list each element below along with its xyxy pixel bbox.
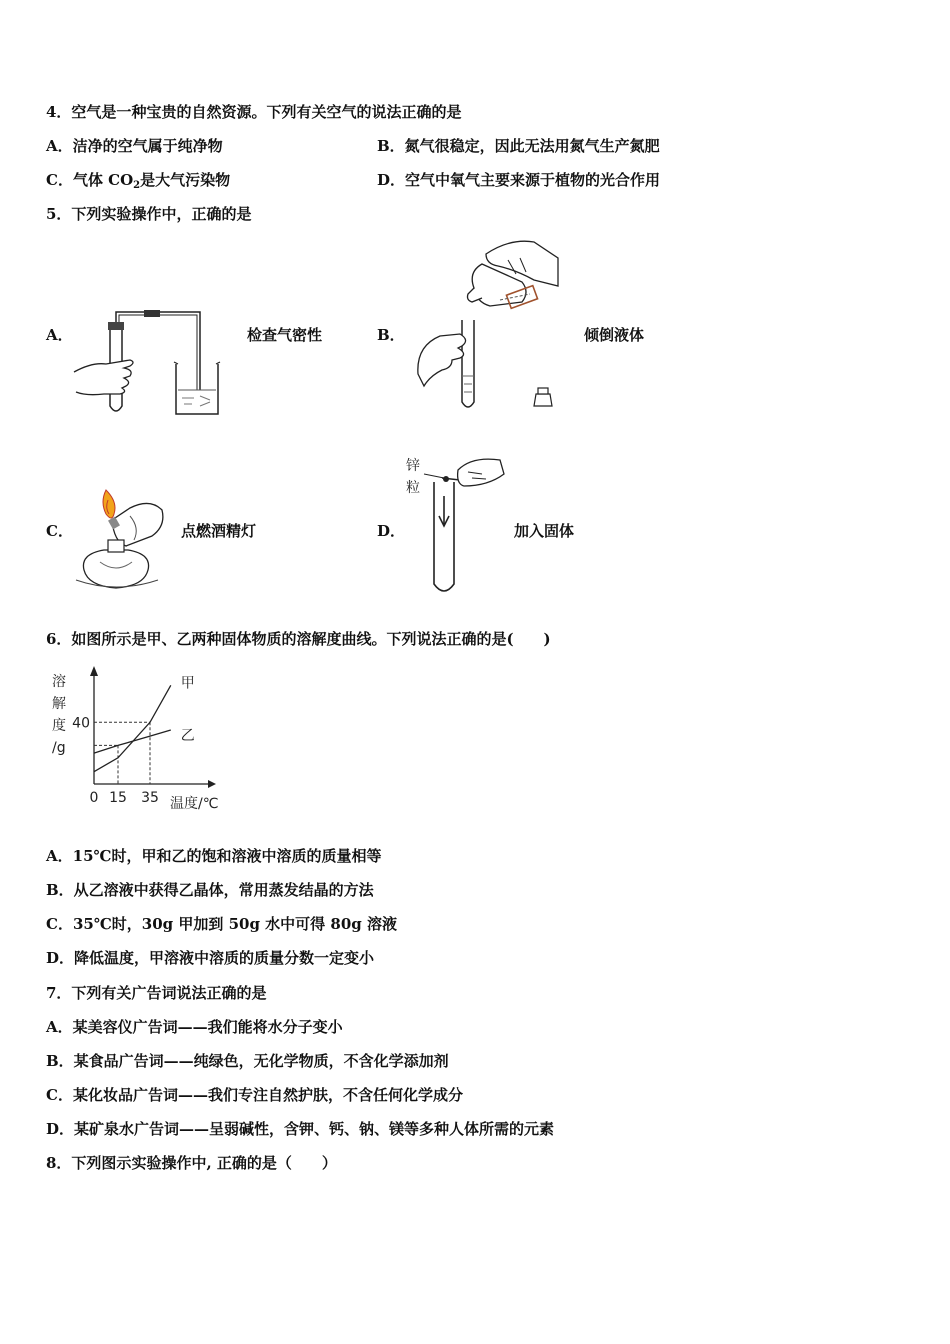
light-alcohol-lamp-figure bbox=[70, 488, 176, 598]
solubility-curve-chart bbox=[44, 664, 224, 816]
y-axis-arrow bbox=[90, 666, 98, 676]
q4-option-d: D．空气中氧气主要来源于植物的光合作用 bbox=[377, 171, 661, 189]
series-label-1: 乙 bbox=[180, 728, 195, 744]
q6-option-b: B．从乙溶液中获得乙晶体，常用蒸发结晶的方法 bbox=[46, 881, 374, 899]
q7-option-a: A．某美容仪广告词——我们能将水分子变小 bbox=[46, 1018, 343, 1036]
q6-option-d: D．降低温度，甲溶液中溶质的质量分数一定变小 bbox=[46, 949, 375, 967]
x-tick-label-35: 35 bbox=[141, 790, 159, 806]
q4-option-c-subscript: 2 bbox=[133, 180, 141, 191]
q5-option-d-text: 加入固体 bbox=[514, 522, 575, 540]
y-axis-label-char-1: 解 bbox=[52, 696, 66, 712]
q7-option-d: D．某矿泉水广告词——呈弱碱性，含钾、钙、钠、镁等多种人体所需的元素 bbox=[46, 1120, 555, 1138]
y-tick-label-40: 40 bbox=[72, 715, 90, 732]
q4-option-a: A．洁净的空气属于纯净物 bbox=[46, 137, 223, 155]
q4-option-c-post: 是大气污染物 bbox=[140, 171, 231, 189]
q5-option-a-letter: A． bbox=[46, 326, 73, 344]
q4-option-c-pre: C．气体 CO bbox=[46, 171, 134, 189]
q5-option-b-letter: B． bbox=[377, 326, 405, 344]
q7-option-c: C．某化妆品广告词——我们专注自然护肤，不含任何化学成分 bbox=[46, 1086, 463, 1104]
q5-option-b-text: 倾倒液体 bbox=[584, 326, 645, 344]
y-axis-label-char-3: /g bbox=[52, 740, 66, 756]
x-axis-arrow bbox=[208, 780, 216, 788]
q5-option-d-letter: D． bbox=[377, 522, 406, 540]
series-label-0: 甲 bbox=[180, 675, 195, 692]
x-tick-label-15: 15 bbox=[109, 790, 127, 806]
q7-stem: 7．下列有关广告词说法正确的是 bbox=[46, 984, 267, 1002]
q5-stem: 5．下列实验操作中，正确的是 bbox=[46, 205, 252, 223]
q5-option-c-text: 点燃酒精灯 bbox=[181, 522, 257, 540]
series-line-1 bbox=[94, 730, 171, 753]
q4-stem: 4．空气是一种宝贵的自然资源。下列有关空气的说法正确的是 bbox=[46, 103, 462, 121]
y-axis-label-char-2: 度 bbox=[52, 718, 66, 734]
q8-stem: 8．下列图示实验操作中, 正确的是（ ） bbox=[46, 1154, 337, 1172]
x-tick-label-0: 0 bbox=[89, 790, 99, 806]
q6-option-c: C．35℃时，30g 甲加到 50g 水中可得 80g 溶液 bbox=[46, 915, 397, 933]
q5-option-a-text: 检查气密性 bbox=[247, 326, 323, 344]
y-axis-label-char-0: 溶 bbox=[52, 674, 66, 690]
zinc-label-char-2: 粒 bbox=[406, 480, 420, 496]
q4-option-c bbox=[46, 170, 230, 196]
add-solid-figure bbox=[402, 452, 506, 596]
q5-option-c-letter: C． bbox=[46, 522, 73, 540]
zinc-label-char-1: 锌 bbox=[406, 458, 420, 474]
q4-option-b: B．氮气很稳定，因此无法用氮气生产氮肥 bbox=[377, 137, 660, 155]
series-line-0 bbox=[94, 685, 171, 771]
q6-stem: 6．如图所示是甲、乙两种固体物质的溶解度曲线。下列说法正确的是( ) bbox=[46, 630, 551, 648]
pour-liquid-figure bbox=[412, 236, 562, 414]
q7-option-b: B．某食品广告词——纯绿色，无化学物质，不含化学添加剂 bbox=[46, 1052, 449, 1070]
x-axis-label: 温度/℃ bbox=[170, 796, 219, 812]
q6-option-a: A．15℃时，甲和乙的饱和溶液中溶质的质量相等 bbox=[46, 847, 382, 865]
airtightness-check-figure bbox=[72, 306, 232, 420]
